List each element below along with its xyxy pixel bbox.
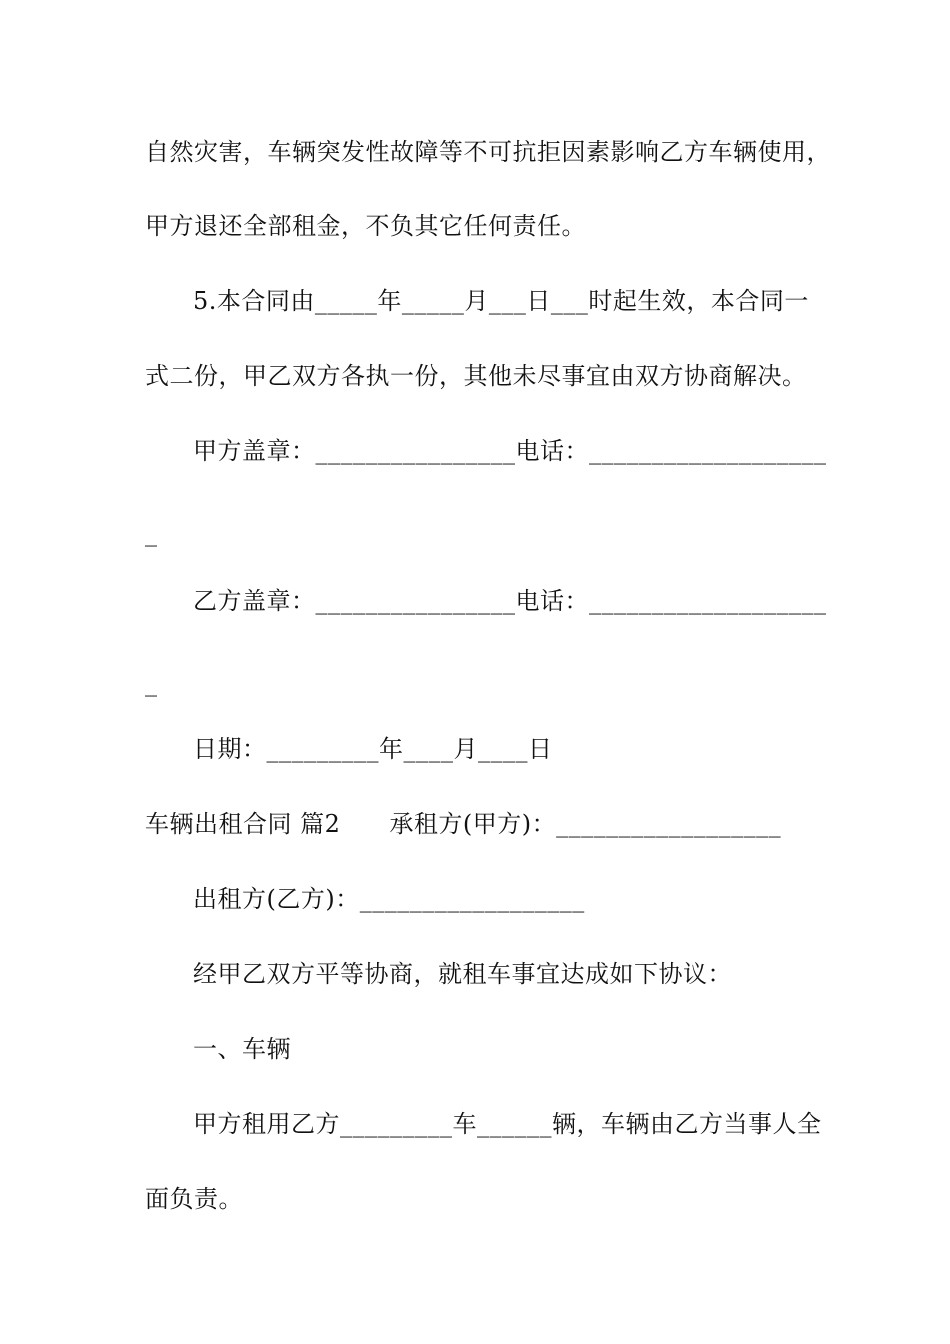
date-line: 日期：_________年____月____日 (193, 735, 553, 763)
line-continuation: _ (145, 519, 157, 547)
party-a-signature-line: 甲方盖章：________________电话：___________________ (193, 437, 827, 465)
paragraph-line: 式二份，甲乙双方各执一份，其他未尽事宜由双方协商解决。 (145, 362, 807, 390)
paragraph-line: 甲方租用乙方_________车______辆，车辆由乙方当事人全 (193, 1110, 822, 1138)
party-b-signature-line: 乙方盖章：________________电话：___________________ (193, 587, 827, 615)
paragraph-line: 甲方退还全部租金，不负其它任何责任。 (145, 212, 586, 240)
paragraph-line: 5.本合同由_____年_____月___日___时起生效，本合同一 (193, 287, 809, 315)
paragraph-line: 面负责。 (145, 1185, 243, 1213)
clause-heading: 一、车辆 (193, 1035, 291, 1063)
paragraph-line: 经甲乙双方平等协商，就租车事宜达成如下协议： (193, 960, 732, 988)
paragraph-line: 自然灾害，车辆突发性故障等不可抗拒因素影响乙方车辆使用， (145, 138, 831, 166)
lessor-line: 出租方(乙方)：__________________ (193, 885, 585, 913)
section-heading: 车辆出租合同 篇2 承租方(甲方)：__________________ (145, 810, 782, 838)
line-continuation: _ (145, 669, 157, 697)
